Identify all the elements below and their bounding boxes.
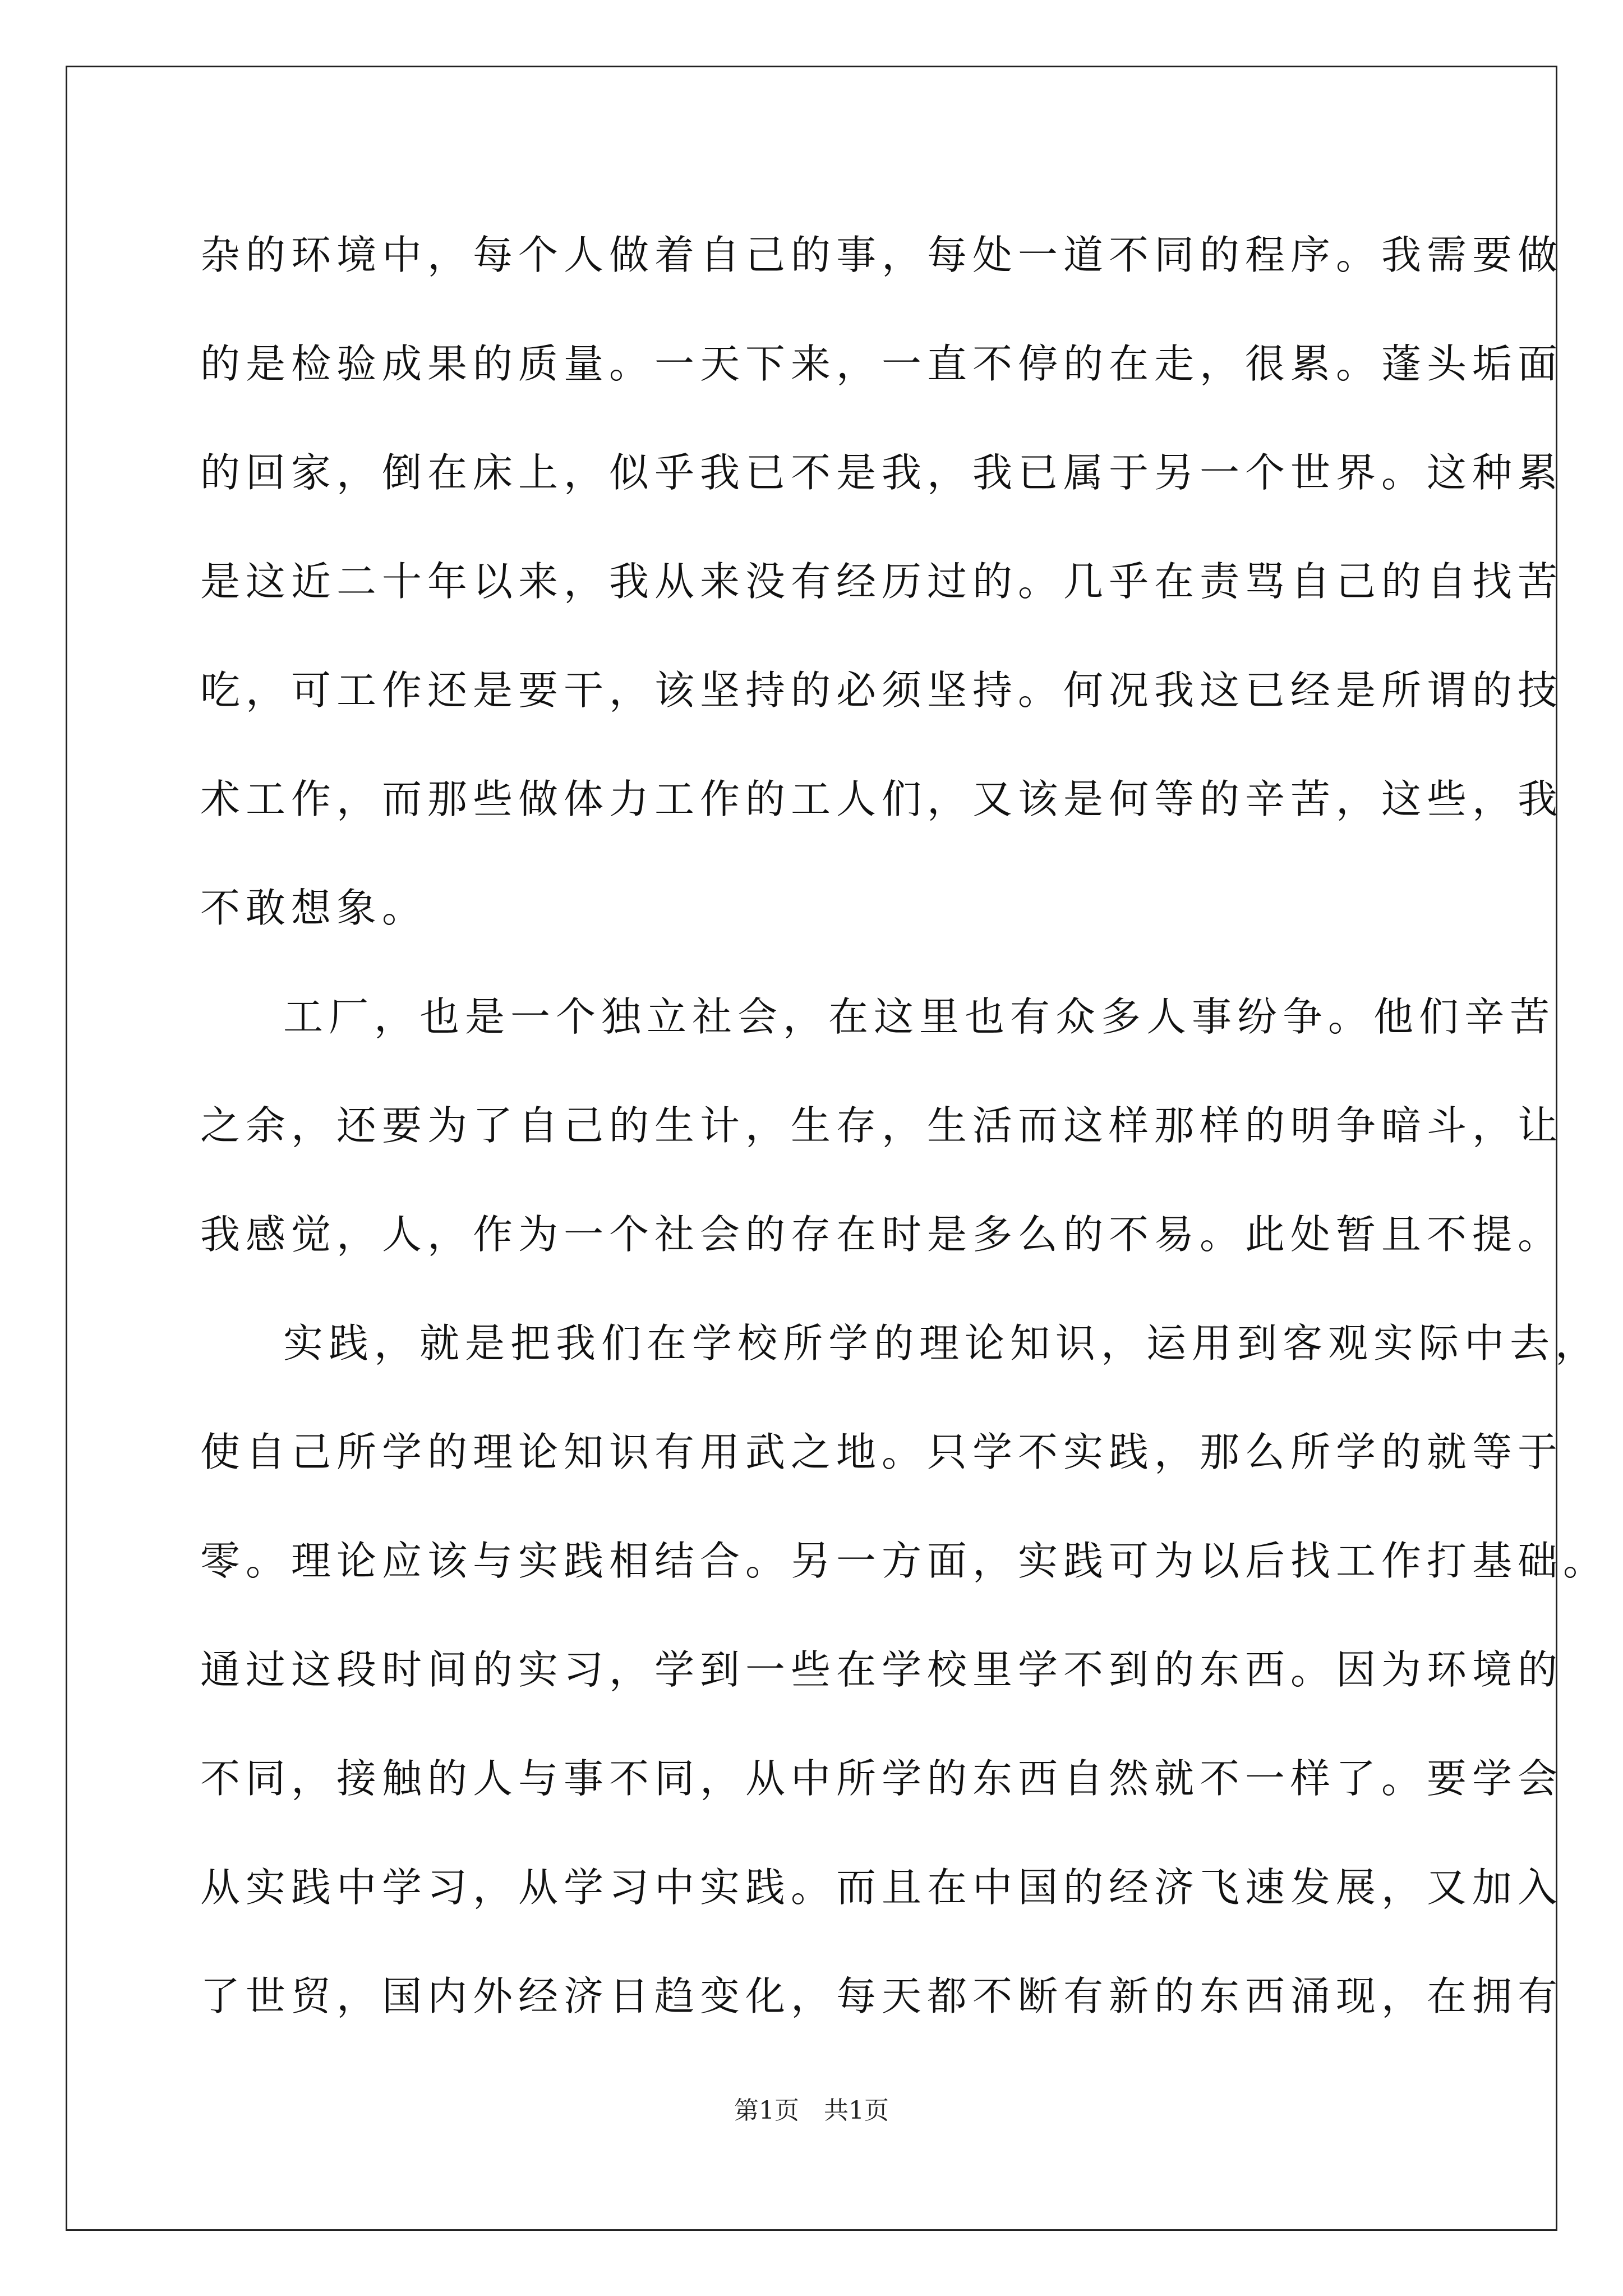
text-line: 的回家，倒在床上，似乎我已不是我，我已属于另一个世界。这种累	[200, 449, 1564, 496]
text-line: 不敢想象。	[200, 885, 428, 931]
text-line: 杂的环境中，每个人做着自己的事，每处一道不同的程序。我需要做	[200, 232, 1564, 278]
text-line: 实践，就是把我们在学校所学的理论知识，运用到客观实际中去，	[283, 1320, 1601, 1366]
page-footer	[0, 2094, 1623, 2128]
page-number-label: 第1页 共1页	[734, 2096, 889, 2125]
text-line: 从实践中学习，从学习中实践。而且在中国的经济飞速发展，又加入	[200, 1864, 1564, 1911]
text-line: 使自己所学的理论知识有用武之地。只学不实践，那么所学的就等于	[200, 1429, 1564, 1475]
text-line: 吃，可工作还是要干，该坚持的必须坚持。何况我这已经是所谓的技	[200, 667, 1564, 714]
text-line: 术工作，而那些做体力工作的工人们，又该是何等的辛苦，这些，我	[200, 776, 1564, 822]
text-line: 零。理论应该与实践相结合。另一方面，实践可为以后找工作打基础。	[200, 1538, 1609, 1584]
text-line: 不同，接触的人与事不同，从中所学的东西自然就不一样了。要学会	[200, 1755, 1564, 1802]
text-line: 工厂，也是一个独立社会，在这里也有众多人事纷争。他们辛苦	[283, 993, 1556, 1040]
text-line: 我感觉，人，作为一个社会的存在时是多么的不易。此处暂且不提。	[200, 1211, 1564, 1258]
text-line: 的是检验成果的质量。一天下来，一直不停的在走，很累。蓬头垢面	[200, 341, 1564, 387]
text-line: 了世贸，国内外经济日趋变化，每天都不断有新的东西涌现，在拥有	[200, 1973, 1564, 2019]
text-line: 之余，还要为了自己的生计，生存，生活而这样那样的明争暗斗，让	[200, 1102, 1564, 1149]
document-body	[200, 201, 1609, 2051]
text-line: 是这近二十年以来，我从来没有经历过的。几乎在责骂自己的自找苦	[200, 558, 1564, 605]
text-line: 通过这段时间的实习，学到一些在学校里学不到的东西。因为环境的	[200, 1646, 1564, 1693]
